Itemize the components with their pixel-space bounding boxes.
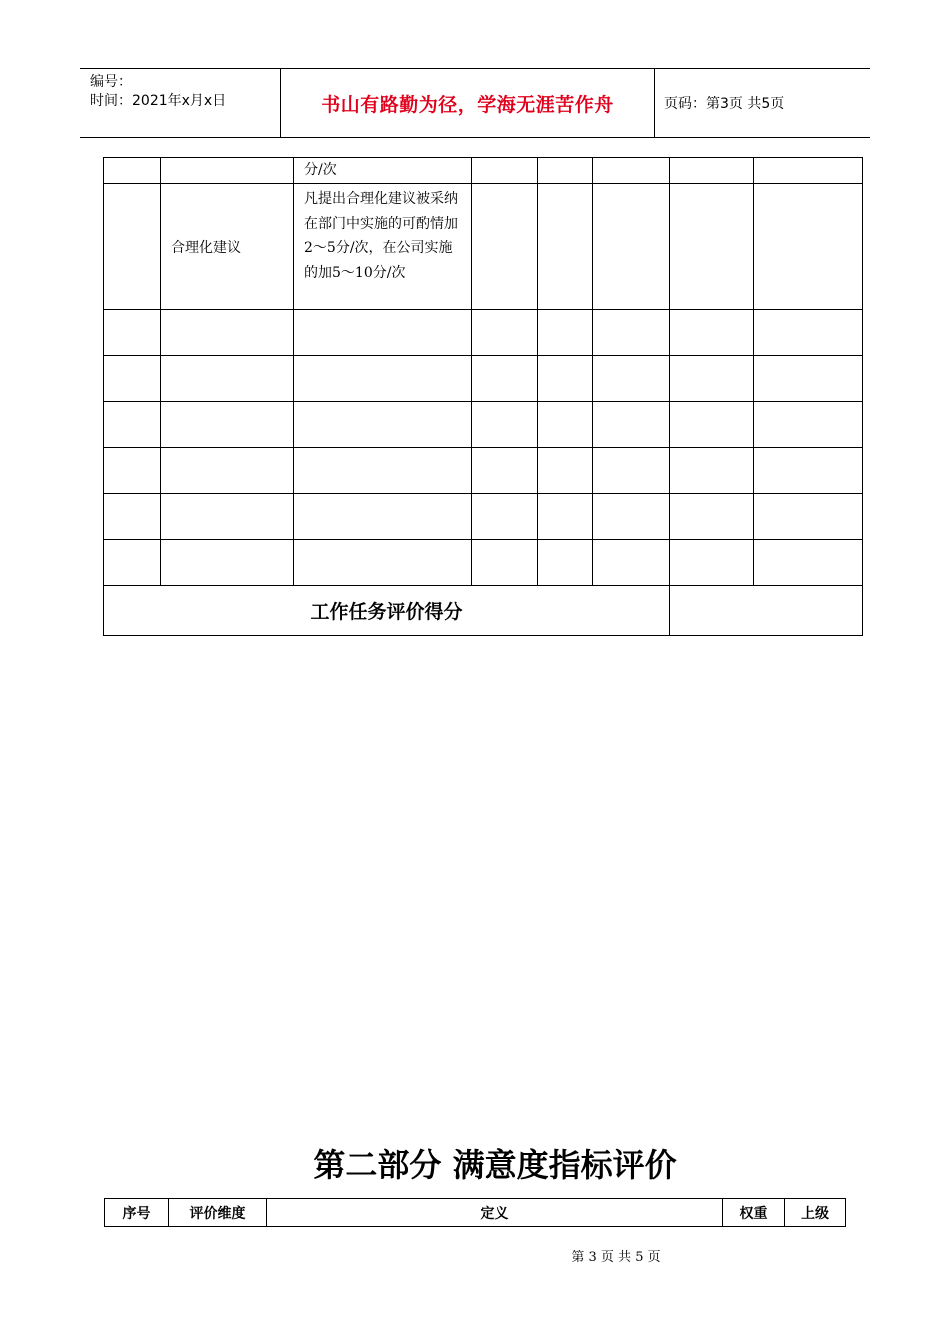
page-header <box>80 68 870 138</box>
header-meta <box>90 73 226 111</box>
header-motto: 书山有路勤为径，学海无涯苦作舟 <box>321 93 614 116</box>
satisfaction-table <box>104 1198 846 1227</box>
definition-cell: 凡提出合理化建议被采纳在部门中实施的可酌情加2～5分/次，在公司实施的加5～10分/次 <box>294 184 472 310</box>
table-row <box>104 448 863 494</box>
header-page-info: 页码：第3页 共5页 <box>664 96 785 112</box>
page-footer: 第 3 页 共 5 页 <box>571 1250 661 1265</box>
dimension-cell: 合理化建议 <box>161 184 294 310</box>
header-cell-superior: 上级 <box>785 1199 846 1227</box>
table-row <box>104 540 863 586</box>
section-title: 第二部分 满意度指标评价 <box>313 1146 677 1184</box>
header-cell-weight: 权重 <box>723 1199 785 1227</box>
header-cell-dimension: 评价维度 <box>169 1199 267 1227</box>
number-label: 编号： <box>90 74 132 90</box>
table-row <box>104 402 863 448</box>
table-row <box>104 184 863 310</box>
table-row <box>104 158 863 184</box>
header-divider <box>654 69 655 137</box>
table-row <box>104 494 863 540</box>
total-score-cell <box>670 586 863 636</box>
definition-cell: 分/次 <box>294 158 472 184</box>
total-label: 工作任务评价得分 <box>104 586 670 636</box>
time-label: 时间：2021年x月x日 <box>90 93 227 109</box>
task-evaluation-table <box>103 157 863 636</box>
table-row <box>104 310 863 356</box>
total-row <box>104 586 863 636</box>
header-cell-index: 序号 <box>105 1199 169 1227</box>
header-cell-definition: 定义 <box>267 1199 723 1227</box>
table-row <box>104 356 863 402</box>
table-header-row <box>105 1199 846 1227</box>
